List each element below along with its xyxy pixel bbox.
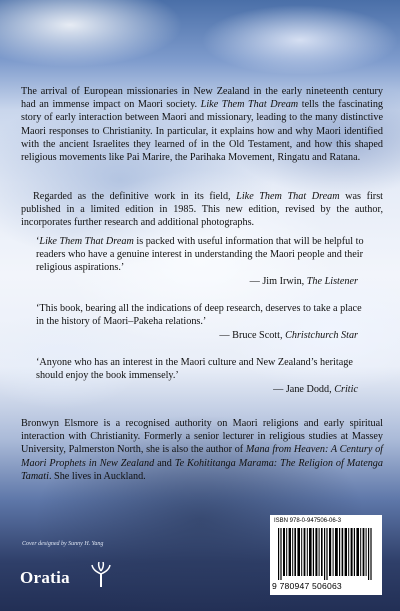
- book-title-inline: Like Them That Dream: [39, 236, 134, 247]
- review-quote: ‘This book, bearing all the indications of deep research, deserves to take a place in the history of Maori–Pakeha relations.’: [36, 303, 362, 328]
- description-paragraph: [21, 85, 383, 164]
- cover-design-credit: Cover designed by Sunny H. Yang: [22, 541, 104, 547]
- book-title-inline: Mana from Heaven: A Century of Maori Prophets in New Zealand: [21, 444, 383, 469]
- tree-logo-icon: [90, 562, 112, 588]
- review-quote: ‘Anyone who has an interest in the Maori culture and New Zealand’s heritage should enjoy the book immensely.’: [36, 357, 353, 382]
- edition-text: Regarded as the definitive work in its field,: [33, 191, 237, 202]
- book-title-inline: Te Kohititanga Marama: The Religion of Matenga Tamati: [21, 457, 383, 482]
- publisher-logo-text: Oratia: [20, 568, 70, 587]
- isbn-label: ISBN 978-0-947506-06-3: [274, 518, 342, 524]
- review-attribution: — Jane Dodd, Critic: [273, 384, 358, 395]
- review-quote: ‘Like Them That Dream is packed with useful information that will be helpful to readers who have a genuine interest in understanding the Maori people and their religious aspirations.’: [36, 236, 364, 274]
- edition-text: was first published in a limited edition in 1985. This new edition, revised by the author, incorporates further research and additional photographs.: [21, 191, 383, 229]
- publication-name: Christchurch Star: [285, 330, 358, 341]
- barcode-bars-icon: [278, 528, 374, 580]
- edition-paragraph: [21, 190, 383, 230]
- publication-name: The Listener: [306, 276, 358, 287]
- book-title-inline: Like Them That Dream: [236, 191, 340, 202]
- review-attribution: — Jim Irwin, The Listener: [249, 276, 358, 287]
- barcode: [270, 515, 382, 595]
- description-text: The arrival of European missionaries in New Zealand in the early nineteenth century had an immense impact on Maori society.: [21, 86, 383, 111]
- publication-name: Critic: [334, 384, 358, 395]
- book-title-inline: Like Them That Dream: [200, 99, 299, 111]
- description-text: tells the fascinating story of early interaction between Maori and missionary, leading to the many distinctive Maori responses to Christianity. In particular, it explains how and why Maori identified with the ancient Israelites they learned of in the Old Testament, and how this shaped religious movements like Pai Marire, the Parihaka Movement, Ringatu and Ratana.: [21, 99, 384, 164]
- review-attribution: — Bruce Scott, Christchurch Star: [219, 330, 358, 341]
- barcode-number: 9 780947 506063: [272, 581, 342, 591]
- author-bio: Bronwyn Elsmore is a recognised authority on Maori religions and early spiritual interaction with Christianity. Formerly a senior lecturer in religious studies at Massey University, Palmerston North, she is also the author of Mana from Heaven: A Century of Maori Prophets in New Zealand and Te Kohititanga Marama: The Religion of Matenga Tamati. She lives in Auckland.: [21, 418, 383, 482]
